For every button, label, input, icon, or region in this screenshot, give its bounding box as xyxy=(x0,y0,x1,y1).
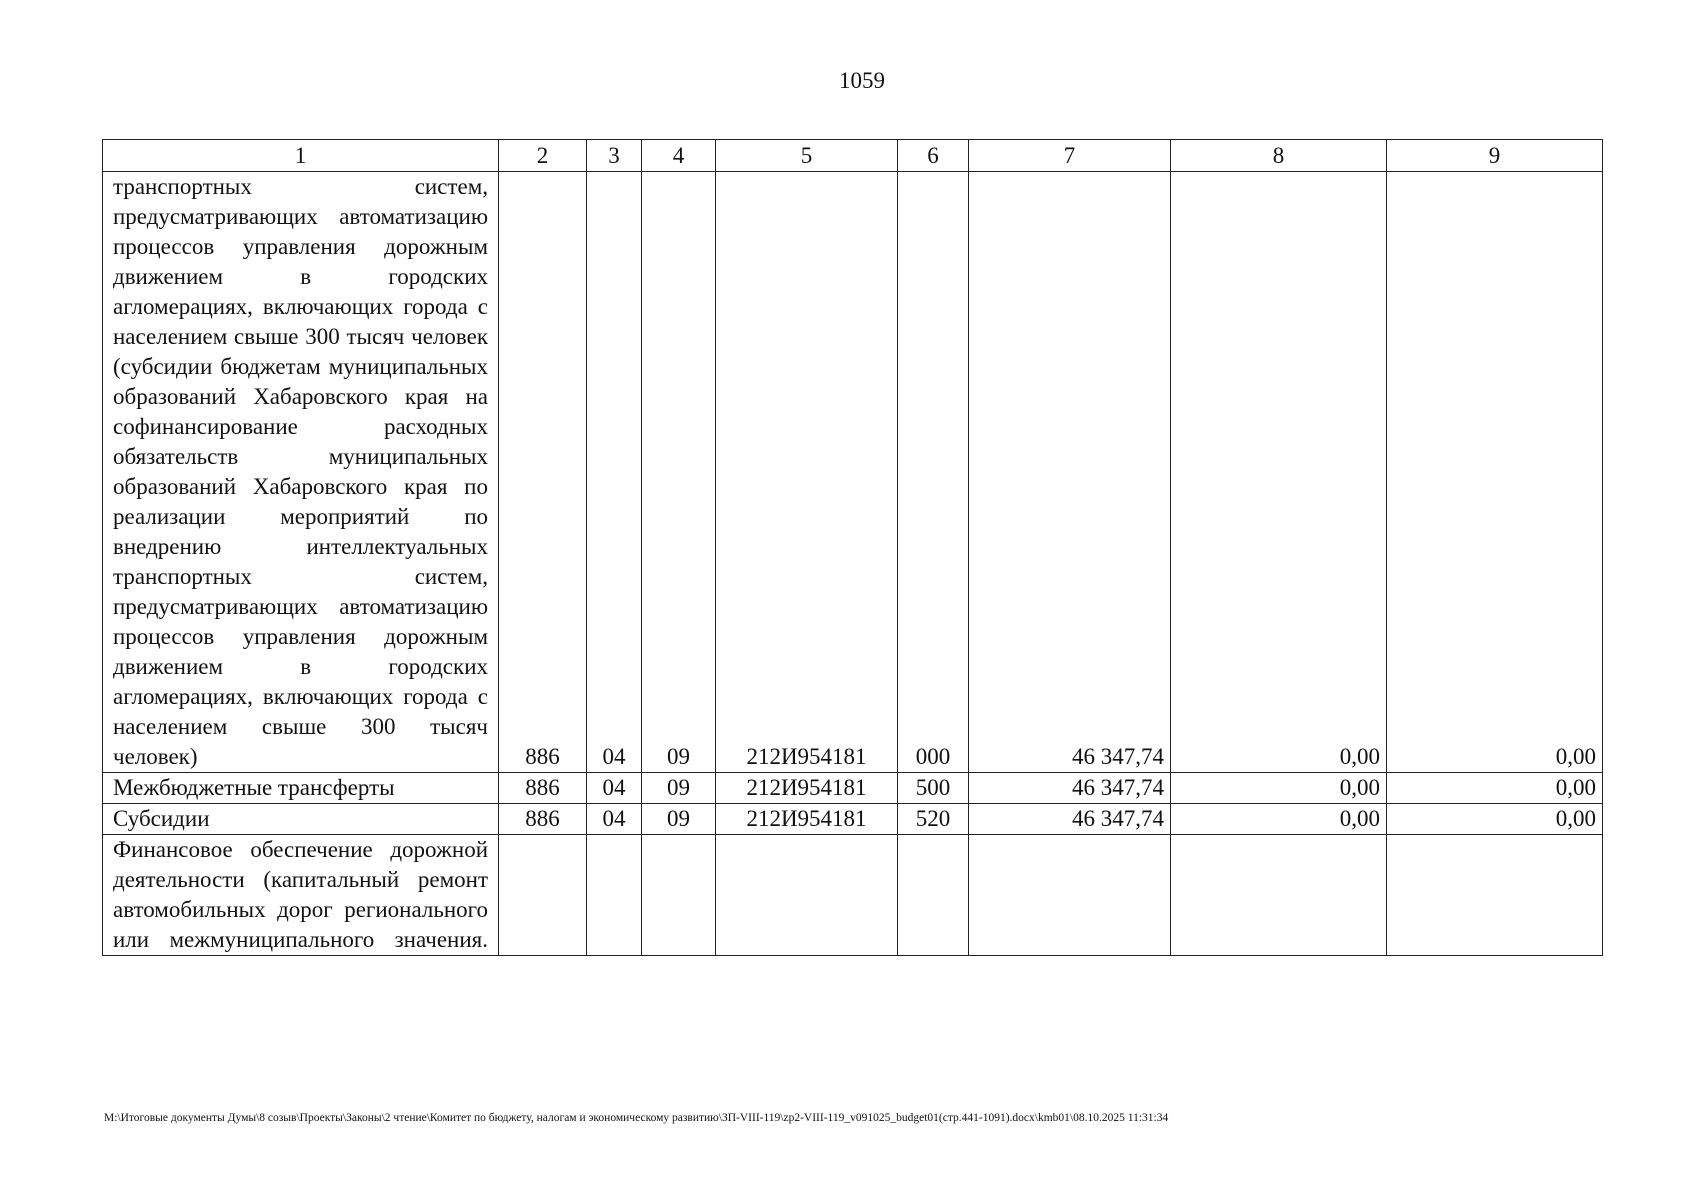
table-row xyxy=(103,835,1603,956)
table-row xyxy=(103,773,1603,804)
footer-file-path: М:\Итоговые документы Думы\8 созыв\Проекты\Законы\2 чтение\Комитет по бюджету, налогам и экономическому развитию\ЗП-VIII-119\zp2-VIII-119_v091025_budget01(стр.441-1091).docx\kmb01\08.10.2025 11:31:34 xyxy=(104,1112,1169,1124)
row-description: Субсидии xyxy=(103,804,499,835)
cell-col-5: 212И954181 xyxy=(716,804,898,835)
col-header-6: 6 xyxy=(898,140,969,172)
cell-col-5: 212И954181 xyxy=(716,773,898,804)
cell-col-3: 04 xyxy=(587,773,642,804)
cell-col-7: 46 347,74 xyxy=(969,804,1171,835)
cell-col-8: 0,00 xyxy=(1171,773,1387,804)
col-header-3: 3 xyxy=(587,140,642,172)
cell-col-8 xyxy=(1171,835,1387,956)
cell-col-9: 0,00 xyxy=(1387,773,1603,804)
col-header-1: 1 xyxy=(103,140,499,172)
cell-col-8: 0,00 xyxy=(1171,804,1387,835)
cell-col-8: 0,00 xyxy=(1171,172,1387,773)
cell-col-6: 520 xyxy=(898,804,969,835)
page-number: 1059 xyxy=(839,68,885,93)
header-row xyxy=(103,140,1603,172)
col-header-4: 4 xyxy=(642,140,716,172)
cell-col-7 xyxy=(969,835,1171,956)
cell-col-6: 000 xyxy=(898,172,969,773)
cell-col-9: 0,00 xyxy=(1387,172,1603,773)
col-header-9: 9 xyxy=(1387,140,1603,172)
cell-col-5: 212И954181 xyxy=(716,172,898,773)
cell-col-2: 886 xyxy=(499,172,587,773)
cell-col-6: 500 xyxy=(898,773,969,804)
cell-col-3: 04 xyxy=(587,172,642,773)
cell-col-7: 46 347,74 xyxy=(969,773,1171,804)
budget-table xyxy=(102,139,1603,956)
cell-col-3 xyxy=(587,835,642,956)
cell-col-3: 04 xyxy=(587,804,642,835)
cell-col-4 xyxy=(642,835,716,956)
col-header-7: 7 xyxy=(969,140,1171,172)
cell-col-9 xyxy=(1387,835,1603,956)
col-header-5: 5 xyxy=(716,140,898,172)
cell-col-2: 886 xyxy=(499,773,587,804)
cell-col-2: 886 xyxy=(499,804,587,835)
col-header-2: 2 xyxy=(499,140,587,172)
table-row xyxy=(103,172,1603,773)
cell-col-2 xyxy=(499,835,587,956)
row-description: транспортных систем, предусматривающих автоматизацию процессов управления дорожным движением в городских агломерациях, включающих города с населением свыше 300 тысяч человек (субсидии бюджетам муниципальных образований Хабаровского края на софинансирование расходных обязательств муниципальных образований Хабаровского края по реализации мероприятий по внедрению интеллектуальных транспортных систем, предусматривающих автоматизацию процессов управления дорожным движением в городских агломерациях, включающих города с населением свыше 300 тысяч человек) xyxy=(103,172,499,773)
row-description: Финансовое обеспечение дорожной деятельности (капитальный ремонт автомобильных дорог регионального или межмуниципального значения. xyxy=(103,835,499,956)
cell-col-4: 09 xyxy=(642,172,716,773)
row-description: Межбюджетные трансферты xyxy=(103,773,499,804)
cell-col-4: 09 xyxy=(642,804,716,835)
col-header-8: 8 xyxy=(1171,140,1387,172)
cell-col-6 xyxy=(898,835,969,956)
cell-col-7: 46 347,74 xyxy=(969,172,1171,773)
cell-col-9: 0,00 xyxy=(1387,804,1603,835)
cell-col-4: 09 xyxy=(642,773,716,804)
cell-col-5 xyxy=(716,835,898,956)
table-row xyxy=(103,804,1603,835)
